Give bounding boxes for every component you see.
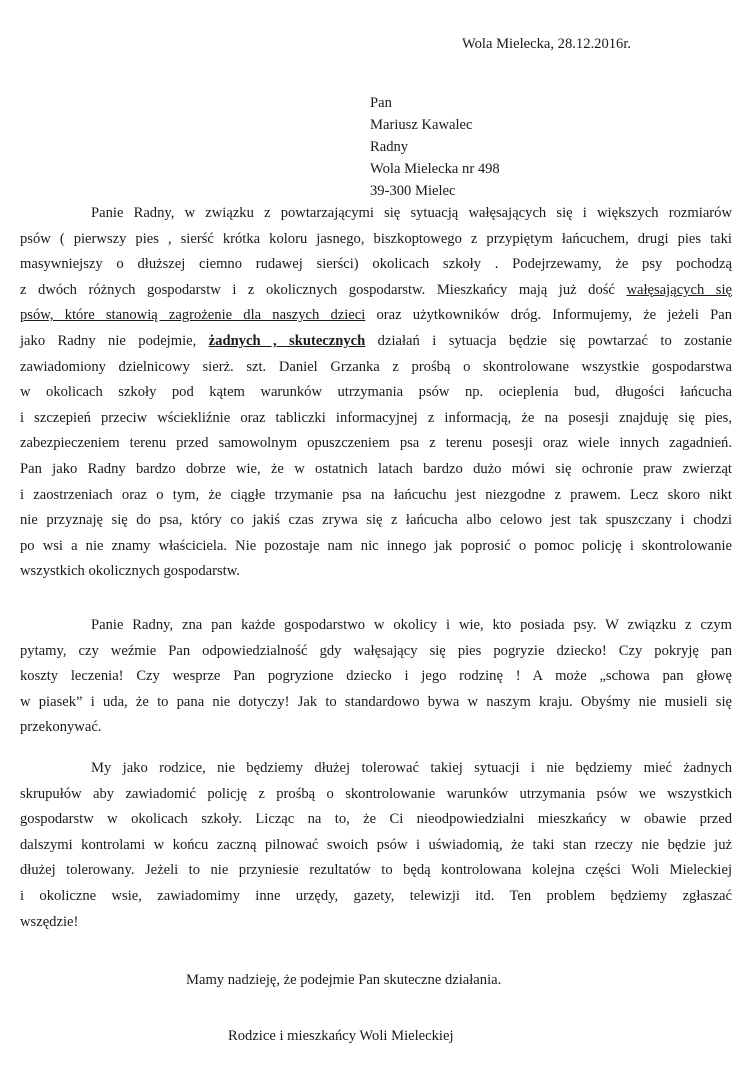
recipient-postal: 39-300 Mielec xyxy=(370,183,456,199)
recipient-role: Radny xyxy=(370,139,409,155)
paragraph-line: wszystkich okolicznych gospodarstw. xyxy=(20,563,240,580)
paragraph-line: i szczepień przeciw wściekliźnie oraz tabliczki informacyjnej z informacją, że na posesji znajduję się pies, xyxy=(20,409,732,426)
paragraph-line: My jako rodzice, nie będziemy dłużej tolerować takiej sytuacji i nie będziemy mieć żadnych xyxy=(91,760,732,776)
line-text: z dwóch różnych gospodarstw i z okolicznych gospodarstw. Mieszkańcy mają już dość xyxy=(20,281,627,298)
paragraph-line: Panie Radny, zna pan każde gospodarstwo w okolicy i wie, kto posiada psy. W związku z czym xyxy=(91,617,732,633)
paragraph-line xyxy=(20,303,732,329)
paragraph-line: dalszymi kontrolami w końcu zaczną pilnować swoich psów i uświadomią, że taki stan rzeczy nie będzie już xyxy=(20,836,732,853)
paragraph-line: w okolicach szkoły pod kątem warunków utrzymania psów np. ocieplenia bud, długości łańcucha xyxy=(20,384,732,401)
paragraph-line: przekonywać. xyxy=(20,719,102,736)
paragraph-line: masywniejszy o dłuższej ciemno rudawej sierści) okolicach szkoły . Podejrzewamy, że psy pochodzą xyxy=(20,256,732,273)
paragraph-line: po wsi a nie znamy właściciela. Nie pozostaje nam nic innego jak poprosić o pomoc policję i skontrolowanie xyxy=(20,537,732,554)
paragraph-line: w piasek” i uda, że to pana nie dotyczy! Jak to standardowo bywa w naszym kraju. Obyśmy nie musieli się xyxy=(20,693,732,710)
paragraph-line: i okoliczne wsie, zawiadomimy inne urzędy, gazety, telewizji itd. Ten problem będziemy zgłaszać xyxy=(20,887,732,904)
paragraph-line: psów ( pierwszy pies , sierść krótka koloru jasnego, biszkoptowego z przypiętym łańcuchem, drugi pies taki xyxy=(20,230,732,247)
paragraph-line: gospodarstw w okolicach szkoły. Licząc na to, że Ci nieodpowiedzialni mieszkańcy w obawie przed xyxy=(20,811,732,828)
line-text: działań i sytuacja będzie się powtarzać to zostanie xyxy=(365,332,732,349)
paragraph-line: nie przyznaję się do psa, który co jakiś czas zrywa się z łańcucha albo celowo jest tak spuszczany i chodzi xyxy=(20,512,732,529)
paragraph-line: skrupułów aby zawiadomić policję z prośbą o skontrolowanie warunków utrzymania psów we wszystkich xyxy=(20,785,732,802)
paragraph-line: wszędzie! xyxy=(20,913,79,930)
paragraph-3 xyxy=(20,756,732,935)
recipient-title: Pan xyxy=(370,95,392,111)
signature-line: Rodzice i mieszkańcy Woli Mieleckiej xyxy=(228,1028,454,1044)
paragraph-line xyxy=(20,329,732,355)
underlined-text: psów, które stanowią zagrożenie dla naszych dzieci xyxy=(20,307,366,324)
emphasized-text: żadnych , skutecznych xyxy=(208,332,366,349)
line-text: oraz użytkowników dróg. Informujemy, że jeżeli Pan xyxy=(365,307,732,324)
paragraph-line: koszty leczenia! Czy wesprze Pan pogryzione dziecko i jego rodzinę ! A może „schowa pan głowę xyxy=(20,668,732,685)
paragraph-line: pytamy, czy weźmie Pan odpowiedzialność gdy wałęsający się pies pogryzie dziecko! Czy pokryję pan xyxy=(20,642,732,659)
paragraph-line xyxy=(20,278,732,304)
line-text: jako Radny nie podejmie, xyxy=(20,332,209,349)
paragraph-line: i zaostrzeniach oraz o tym, że ciągłe trzymanie psa na łańcuchu jest niezgodne z prawem. Lecz skoro nikt xyxy=(20,486,732,503)
recipient-street: Wola Mielecka nr 498 xyxy=(370,161,500,177)
paragraph-line: Pan jako Radny bardzo dobrze wie, że w ostatnich latach bardzo dużo mówi się ochronie praw zwierząt xyxy=(20,460,732,477)
paragraph-line: dłużej tolerowany. Jeżeli to nie przyniesie rezultatów to będą kontrolowana kolejna części Woli Mieleckiej xyxy=(20,862,732,879)
place-date: Wola Mielecka, 28.12.2016r. xyxy=(462,36,632,52)
recipient-name: Mariusz Kawalec xyxy=(370,117,473,133)
paragraph-2 xyxy=(20,613,732,741)
paragraph-line: zabezpieczeniem terenu przed samowolnym opuszczeniem psa z terenu posesji oraz wiele innych zagadnień. xyxy=(20,435,732,452)
paragraph-line: zawiadomiony dzielnicowy sierż. szt. Daniel Grzanka z prośbą o skontrolowane wszystkie gospodarstwa xyxy=(20,358,732,375)
closing-line: Mamy nadzieję, że podejmie Pan skuteczne działania. xyxy=(186,972,502,988)
recipient-address xyxy=(370,92,500,202)
underlined-text: wałęsających się xyxy=(626,281,732,298)
paragraph-line: Panie Radny, w związku z powtarzającymi się sytuacją wałęsających się i większych rozmiarów xyxy=(91,205,732,221)
paragraph-1 xyxy=(20,201,732,585)
